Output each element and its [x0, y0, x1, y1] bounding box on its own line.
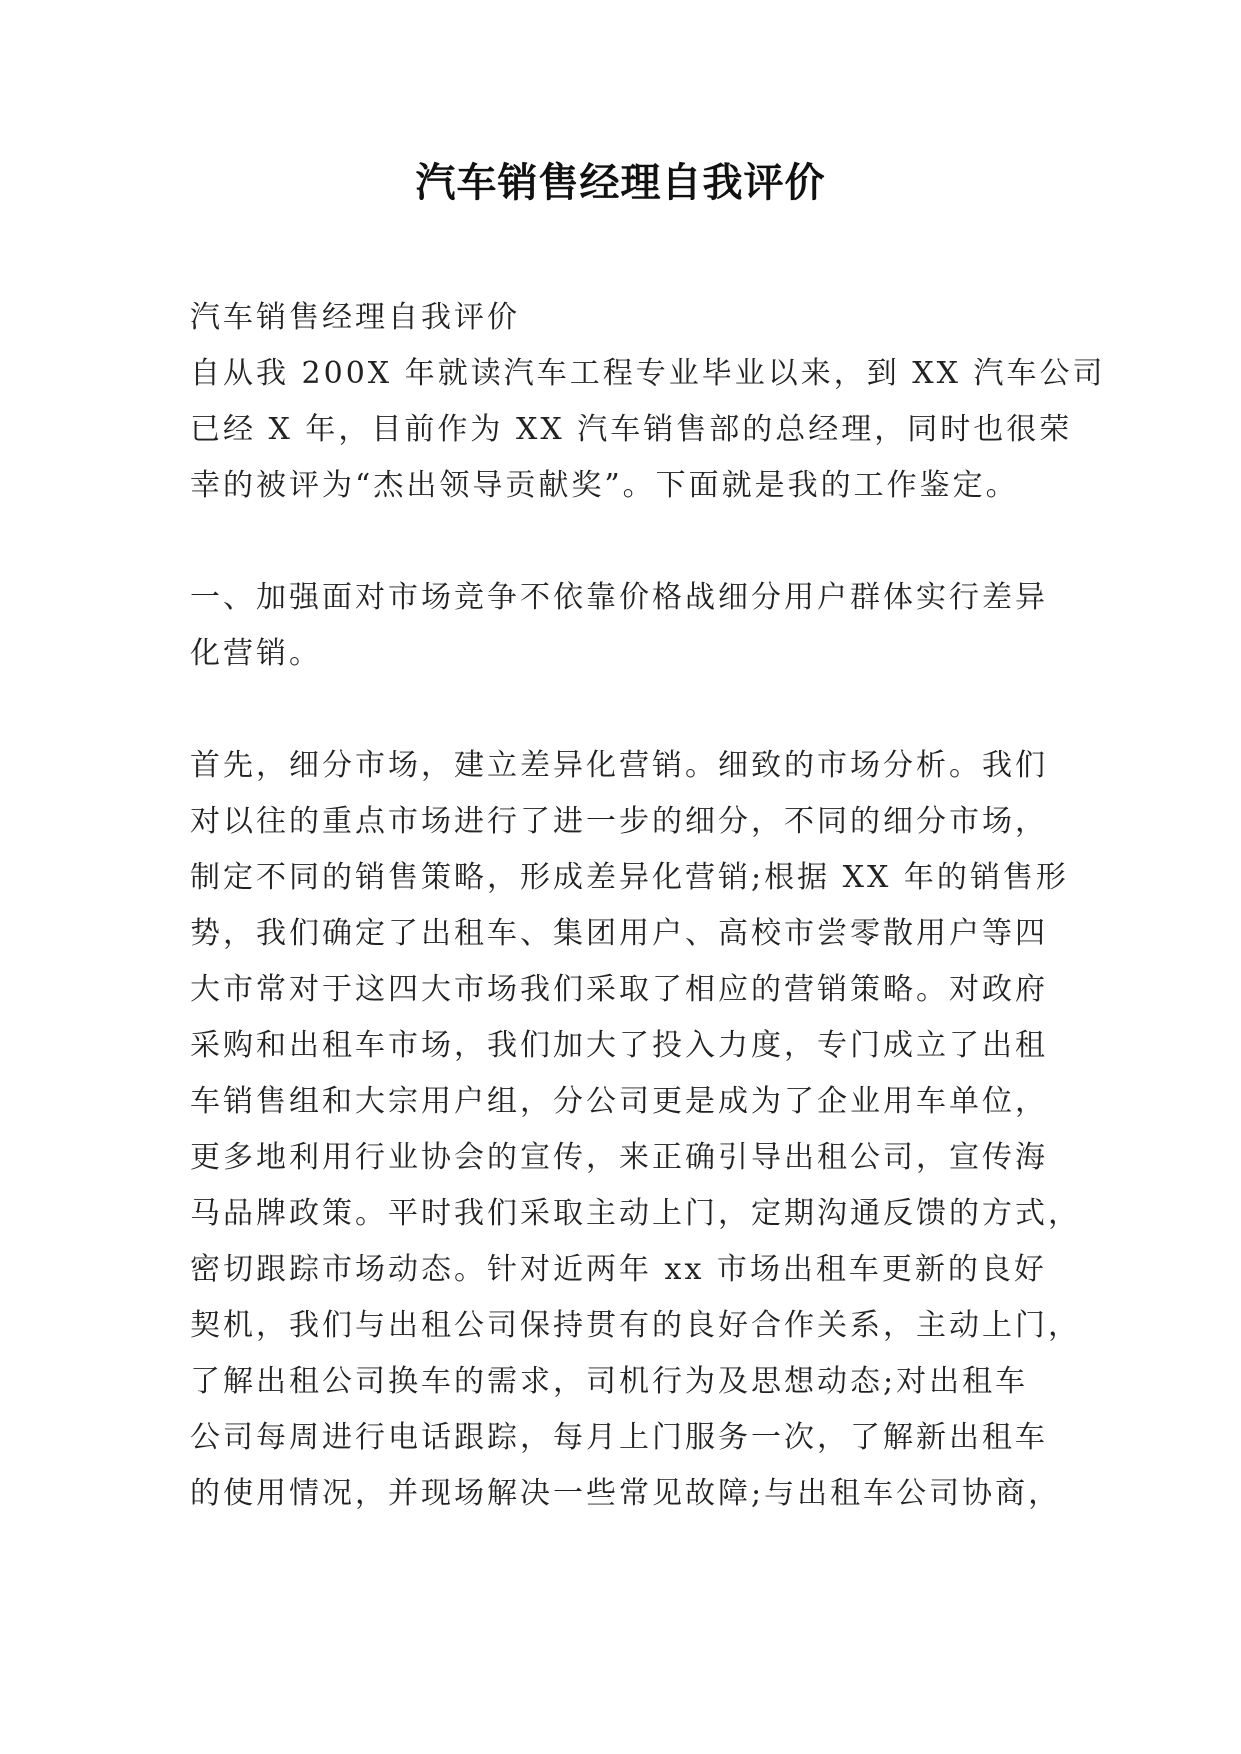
document-title: 汽车销售经理自我评价 — [415, 159, 826, 206]
body-line: 的使用情况，并现场解决一些常见故障;与出租车公司协商， — [190, 1476, 1062, 1511]
body-line: 势，我们确定了出租车、集团用户、高校市尝零散用户等四 — [190, 916, 1048, 951]
paragraph-gap — [190, 682, 1060, 738]
subtitle-line: 汽车销售经理自我评价 — [190, 300, 520, 335]
intro-line: 自从我 200X 年就读汽车工程专业毕业以来，到 XX 汽车公司 — [190, 356, 1106, 391]
paragraph-gap — [190, 514, 1060, 570]
body-line: 密切跟踪市场动态。针对近两年 xx 市场出租车更新的良好 — [190, 1252, 1047, 1287]
body-line: 公司每周进行电话跟踪，每月上门服务一次，了解新出租车 — [190, 1420, 1048, 1455]
body-line: 大市常对于这四大市场我们采取了相应的营销策略。对政府 — [190, 972, 1048, 1007]
body-line: 对以往的重点市场进行了进一步的细分，不同的细分市场， — [190, 804, 1048, 839]
body-line: 了解出租公司换车的需求，司机行为及思想动态;对出租车 — [190, 1364, 1029, 1399]
body-line: 车销售组和大宗用户组，分公司更是成为了企业用车单位， — [190, 1084, 1048, 1119]
body-line: 马品牌政策。平时我们采取主动上门，定期沟通反馈的方式， — [190, 1196, 1081, 1231]
body-line: 首先，细分市场，建立差异化营销。细致的市场分析。我们 — [190, 748, 1048, 783]
section-heading-line: 化营销。 — [190, 636, 322, 671]
body-line: 契机，我们与出租公司保持贯有的良好合作关系，主动上门， — [190, 1308, 1081, 1343]
body-line: 采购和出租车市场，我们加大了投入力度，专门成立了出租 — [190, 1028, 1048, 1063]
body-line: 更多地利用行业协会的宣传，来正确引导出租公司，宣传海 — [190, 1140, 1048, 1175]
intro-line: 幸的被评为“杰出领导贡献奖”。下面就是我的工作鉴定。 — [190, 468, 1019, 503]
section-heading-line: 一、加强面对市场竞争不依靠价格战细分用户群体实行差异 — [190, 580, 1048, 615]
document-body — [190, 290, 1106, 1522]
body-line: 制定不同的销售策略，形成差异化营销;根据 XX 年的销售形 — [190, 860, 1069, 895]
intro-line: 已经 X 年，目前作为 XX 汽车销售部的总经理，同时也很荣 — [190, 412, 1073, 447]
